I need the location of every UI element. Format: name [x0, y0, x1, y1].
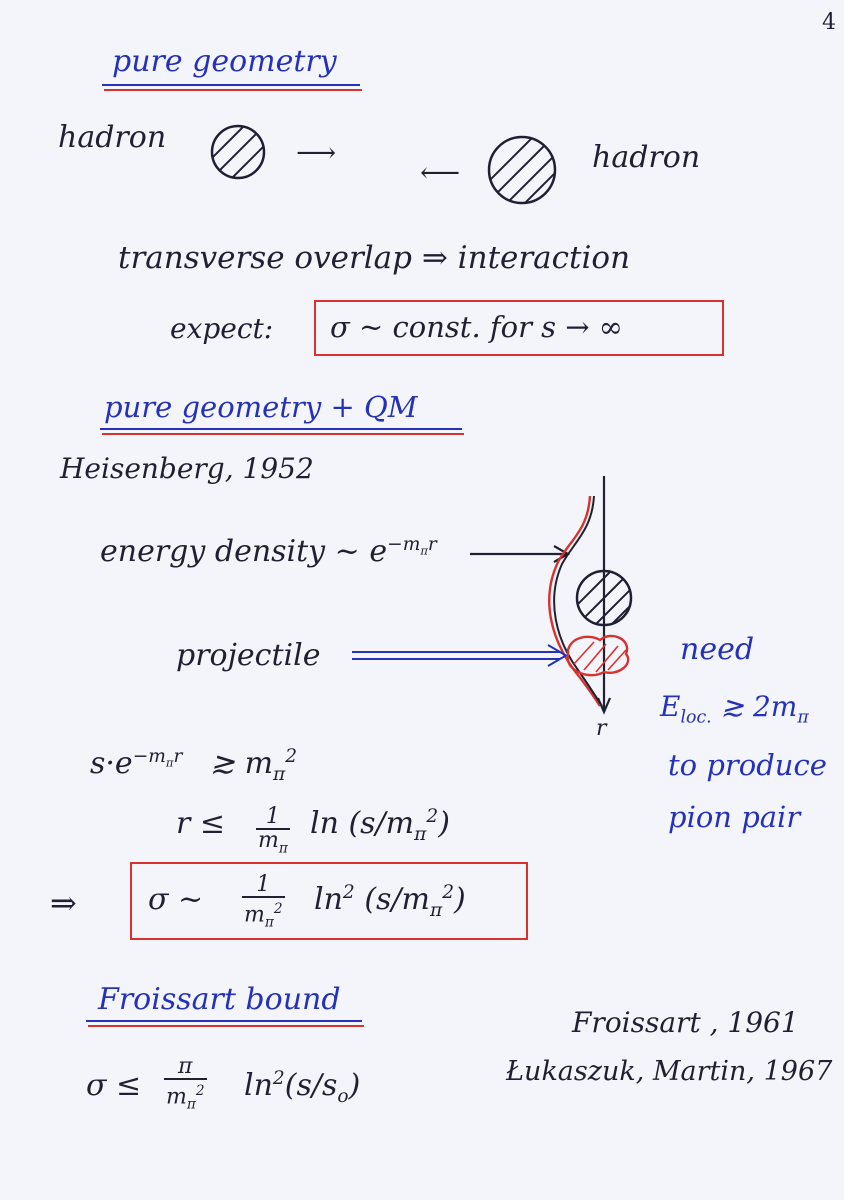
- equation-2-fraction: $\frac{1}{m_\pi}$: [256, 806, 290, 859]
- result-rhs: $\ln^2 (s/m_\pi^2)$: [314, 882, 466, 921]
- arrow-right-icon: ⟶: [296, 136, 337, 169]
- hadron-label-right: hadron: [592, 140, 701, 175]
- heading-froissart-bound: Froissart bound: [98, 982, 341, 1017]
- r-axis-label: r: [596, 716, 607, 741]
- equation-1: $s\cdot e^{-m_\pi r}$ ≳ $m_\pi^2$: [90, 746, 298, 785]
- result-fraction: $\frac{1}{m_\pi^2}$: [242, 874, 285, 934]
- projectile-label: projectile: [176, 638, 321, 673]
- heading-pure-geometry: pure geometry: [112, 44, 337, 79]
- arrow-left-icon: ⟵: [420, 156, 461, 189]
- equation-2-lhs: r ≤: [176, 806, 226, 841]
- hadron-right-icon: [480, 130, 576, 224]
- energy-exponent: −mπr: [387, 534, 437, 558]
- need-label: need: [680, 632, 755, 667]
- implies-arrow: ⇒: [50, 884, 77, 922]
- projectile-arrow-icon: [352, 645, 566, 666]
- overlap-statement: transverse overlap ⇒ interaction: [118, 240, 631, 276]
- bound-rhs: $\ln^2(s/s_o)$: [244, 1068, 361, 1107]
- equation-2-rhs: $\ln (s/m_\pi^2)$: [310, 806, 450, 845]
- to-produce-label: to produce: [668, 748, 827, 782]
- lukaszuk-martin-reference: Łukaszuk, Martin, 1967: [506, 1056, 833, 1087]
- result-lhs: σ ~: [148, 882, 204, 917]
- energy-density-arrow-icon: [470, 546, 568, 562]
- hadron-left-icon: [200, 120, 282, 196]
- expect-formula: σ ~ const. for s → ∞: [330, 310, 623, 344]
- eloc-condition: $E_{loc.}$ ≳ $2m_\pi$: [660, 690, 809, 728]
- pion-pair-label: pion pair: [668, 800, 801, 834]
- heisenberg-reference: Heisenberg, 1952: [60, 452, 314, 485]
- bound-lhs: σ ≤: [86, 1068, 142, 1103]
- froissart-reference: Froissart , 1961: [572, 1006, 799, 1039]
- target-hadron-icon: [568, 562, 644, 640]
- page-number: 4: [822, 10, 836, 35]
- hadron-label-left: hadron: [58, 120, 167, 155]
- bound-fraction: $\frac{\pi}{m_\pi^2}$: [164, 1056, 207, 1116]
- expect-label: expect:: [170, 312, 274, 345]
- heading-geometry-qm: pure geometry + QM: [104, 390, 418, 424]
- energy-density-text: energy density ~ e: [100, 534, 388, 569]
